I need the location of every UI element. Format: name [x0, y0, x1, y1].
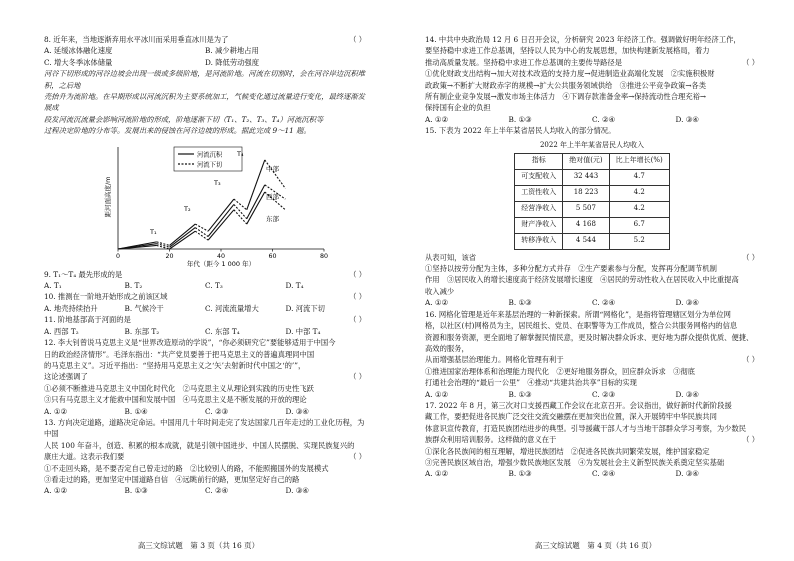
legend-incision: 河流下切 [197, 161, 223, 169]
x-ticks [116, 249, 328, 260]
table-cell: 经营净收入 [515, 201, 563, 217]
series-segment-2 [170, 231, 196, 249]
q17-choice: ①深化各民族间的相互理解，增进民族团结 ②促进各民族共同繁荣发展，维护国家稳定 [425, 446, 710, 456]
q16-option-c[interactable]: C. ②③ [592, 389, 616, 399]
q15-option-b[interactable]: B. ①③ [508, 298, 532, 308]
q16-choice: ①推进国家治理体系和治理能力现代化 ②更好地服务群众，回应群众诉求 ③彻底 [425, 366, 695, 376]
q15-choice: ①坚持以按劳分配为主体，多种分配方式并存 ②生产要素参与分配，发挥再分配调节机制 [425, 264, 717, 274]
x-axis-label: 年代（距今 1 000 年） [186, 259, 256, 268]
x-tick-label: 0 [115, 252, 121, 260]
x-tick-label: 40 [216, 252, 226, 260]
q15-choice: 作用 ③居民收入的增长速度高于经济发展增长速度 ④居民的劳动性收入在居民收入中比重提高 [425, 275, 739, 285]
series-segment-2 [247, 192, 265, 224]
q12-option-a[interactable]: A. ①② [44, 406, 67, 416]
q10-option-a[interactable]: A. 地壳持续抬升 [44, 303, 98, 313]
q11-options [44, 326, 366, 337]
q9-option-c[interactable]: C. T₃ [205, 281, 223, 291]
q16-choice: 打通社会治理的“最后一公里” ④推动“共建共治共享”目标的实现 [425, 378, 637, 388]
q13-option-c[interactable]: C. ②④ [205, 486, 229, 496]
q15-after: 从表可知，该省 （ ） [425, 252, 759, 262]
series-segment-0 [234, 199, 247, 210]
q8-options-2 [44, 57, 366, 68]
q17-line: 体意识宣传教育，打造民族团结进步的典型。引导援藏干部人才与当地干部群众学习考察，为少数民 [425, 423, 747, 433]
q17-option-b[interactable]: B. ①③ [508, 469, 532, 479]
table-row [515, 233, 670, 249]
table-header-row [515, 153, 670, 169]
q12-option-c[interactable]: C. ②③ [205, 406, 229, 416]
table-header: 比上年增长(%) [609, 153, 669, 169]
q13-option-d[interactable]: D. ③④ [285, 486, 309, 496]
q14-option-b[interactable]: B. ①③ [508, 114, 532, 124]
q16-option-b[interactable]: B. ①③ [508, 389, 532, 399]
series-segment-0 [170, 224, 196, 245]
passage-line: 段发河流沉流量会影响河流阶地的形成，阶地逐渐下切（T₁、T₂、T₃、T₄）河流沉积等 [44, 114, 324, 124]
q11-option-a[interactable]: A. 西部 T₂ [44, 326, 79, 336]
q13-option-b[interactable]: B. ①③ [124, 486, 148, 496]
series-segment-0 [195, 224, 208, 231]
q16-line: 资源和服务资源，更全面地了解掌握民情民意，更及时解决群众诉求、更好地为群众提供优质、便捷、高效的服务， [425, 332, 754, 353]
terrace-label-t4: T₄ [237, 149, 244, 158]
q16-options [425, 389, 759, 400]
table-cell: 4 168 [563, 217, 609, 233]
x-tick-label: 20 [165, 252, 174, 260]
q15-choice: 收入减少 [425, 286, 455, 296]
series-label-central: 中部 [266, 164, 279, 173]
q12-choice: ③只有马克思主义才能救中国和发展中国 ④马克思主义是不断发展的开放的理论 [44, 395, 307, 405]
terrace-chart-svg [44, 137, 366, 269]
question-10: 10. 推测在一阶地开始形成之前该区域 （ ） [44, 292, 366, 302]
passage-line: 河谷下切形成的河谷边坡会出现一级或多级阶地，是河流阶地。河流在切割时，会在河谷岸边沉积堆积，之后地 [44, 69, 366, 90]
q14-options [425, 114, 759, 125]
q13-option-a[interactable]: A. ①② [44, 486, 67, 496]
q15-option-d[interactable]: D. ③④ [675, 298, 699, 308]
table-cell: 18 223 [563, 185, 609, 201]
q14-chain: 政政策→不断扩大财政赤字的规模→扩大公共服务领域供给 ③推进公平竞争政策→各类 [425, 80, 707, 90]
q12-line: 的马克思主义”。习近平指出：“坚持用马克思主义之‘矢’去射新时代中国之‘的’”， [44, 360, 306, 370]
x-tick-label: 80 [319, 252, 329, 260]
q13-choice: ③看走过的路，更加坚定中国道路自信 ④远眺前行的路，更加坚定好自己的路 [44, 474, 300, 484]
terrace-label-t3: T₃ [214, 178, 221, 187]
income-table [514, 139, 670, 250]
question-13: 13. 方向决定道路，道路决定命运。中国用几十年时间走完了发达国家几百年走过的工业化历程，为中国 [44, 417, 365, 439]
question-8: 8. 近年来，当地逐渐弃用水平冰川而采用垂直冰川是为了 （ ） [44, 35, 366, 44]
q17-option-c[interactable]: C. ②④ [592, 469, 616, 479]
question-12: 12. 李大钊曾说马克思主义是“世界改造原动的学说”，“你必须研究它”要能够适用于中国今 [44, 338, 336, 348]
q14-option-c[interactable]: C. ②④ [592, 114, 616, 124]
q17-option-d[interactable]: D. ③④ [675, 469, 699, 479]
q12-option-b[interactable]: B. ①④ [124, 406, 148, 416]
q10-option-d[interactable]: D. 河流下切 [285, 303, 325, 313]
table-row [515, 169, 670, 185]
q13-options [44, 485, 366, 496]
q17-line: 藏工作，要把促进各民族广泛交往交流交融摆在更加突出位置，深入开展铸牢中华民族共同 [425, 412, 717, 422]
table-cell: 财产净收入 [515, 217, 563, 233]
q16-line: 从而增强基层治理能力。网格化管理有利于 （ ） [425, 355, 759, 365]
q11-option-c[interactable]: C. 东部 T₄ [205, 326, 240, 336]
q15-option-c[interactable]: C. ②④ [592, 298, 616, 308]
q10-option-b[interactable]: B. 气候冷干 [124, 303, 164, 313]
q13-line: 康庄大道。这表示我们要 （ ） [44, 452, 366, 462]
table-cell: 可支配收入 [515, 169, 563, 185]
table-cell: 5 507 [563, 201, 609, 217]
table-cell: 转移净收入 [515, 233, 563, 249]
q15-options [425, 297, 759, 308]
terrace-chart [44, 137, 366, 269]
q12-line: 日的政治经济情形”。毛泽东指出：“共产党员要善于把马克思主义的普遍真理同中国 [44, 349, 315, 359]
q9-option-b[interactable]: B. T₂ [124, 281, 143, 291]
q11-option-b[interactable]: B. 东部 T₂ [124, 326, 160, 336]
q17-options [425, 468, 759, 479]
legend-deposit: 河流沉积 [197, 151, 223, 159]
series-segment-1 [208, 204, 234, 236]
terrace-label-t2: T₂ [184, 204, 191, 213]
q10-option-c[interactable]: C. 河流流量增大 [205, 303, 259, 313]
q14-option-a[interactable]: A. ①② [425, 114, 448, 124]
q12-choice: ①必须不断推进马克思主义中国化时代化 ②马克思主义从理论到实践的历史性飞跃 [44, 383, 314, 393]
table-cell: 4 544 [563, 233, 609, 249]
question-11: 11. 阶地基部高于河面的是 （ ） [44, 315, 366, 325]
q14-line: 要坚持稳中求进工作总基调，坚持以人民为中心的发展思想，加快构建新发展格局，着力 [425, 46, 710, 56]
passage-line: 过程决定阶地的分布等。发展出来的侵蚀在河谷边坡的形成。据此完成 9～11 题。 [44, 126, 311, 136]
q9-options [44, 280, 366, 291]
q8-option-a[interactable]: A. 延缓冰体融化速度 [44, 46, 113, 56]
question-15: 15. 下表为 2022 年上半年某省居民人均收入的部分情况。 [425, 126, 616, 136]
q11-option-d[interactable]: D. 中部 T₄ [285, 326, 321, 336]
q12-options [44, 406, 366, 417]
table-cell: 32 443 [563, 169, 609, 185]
q14-line: 推动高质量发展。坚持稳中求进工作总基调的主要传导路径是 （ ） [425, 57, 759, 67]
q16-option-a[interactable]: A. ①② [425, 389, 448, 399]
table-row [515, 201, 670, 217]
series-labels [266, 164, 280, 223]
right-column [425, 34, 759, 480]
q8-option-b[interactable]: B. 减少耕地占用 [205, 46, 259, 56]
question-16: 16. 网格化管理是近年来基层治理的一种新探索。所谓“网格化”，是指将管理辖区划分为单位网 [425, 309, 731, 319]
q9-option-d[interactable]: D. T₄ [285, 281, 304, 291]
chart-legend [174, 147, 242, 171]
right-page [397, 0, 794, 561]
q13-line: 人民 100 年奋斗，创造、积累的根本成就，就是引领中国进步、中国人民摆脱、实现民族复兴的 [44, 440, 355, 450]
q12-line: 这论述强调了 （ ） [44, 372, 366, 382]
y-axis-label: 距河面高度/m [104, 176, 112, 218]
passage-line: 壳抬升为流阶地。在早期形成以河流沉积为主要系统加工，气候变化通过流量进行变化，最终逐渐发展成 [44, 92, 366, 113]
x-tick-label: 60 [268, 252, 277, 260]
series-label-east: 东部 [266, 214, 279, 223]
q12-option-d[interactable]: D. ③④ [285, 406, 309, 416]
right-page-footer: 高三文综试题 第 4 页（共 16 页） [534, 541, 657, 550]
terrace-label-t1: T₁ [150, 227, 157, 236]
q14-chain: 保持国有企业的负担 [425, 103, 491, 113]
q14-chain: 所有制企业竞争发展→激发市场主体活力 ④下调存款准备金率→保持流动性合理充裕→ [425, 92, 707, 102]
question-17: 17. 2022 年 8 月，第三次对口支援西藏工作会议在北京召开。会议指出，做好新时代新阶段援 [425, 400, 732, 410]
table-cell: 4.2 [609, 185, 669, 201]
left-column [44, 34, 366, 497]
chart-series [118, 160, 285, 249]
q14-option-d[interactable]: D. ③④ [675, 114, 699, 124]
table-cell: 4.7 [609, 169, 669, 185]
series-segment-2 [234, 209, 247, 223]
question-9: 9. T₁～T₄ 最先形成的是 （ ） [44, 269, 366, 279]
table-cell: 工资性收入 [515, 185, 563, 201]
q16-line: 格，以社区(村)网格员为主，居民组长、党员、在职警等为工作成员，整合公共服务网格内的信息 [425, 321, 738, 331]
q15-option-a[interactable]: A. ①② [425, 298, 448, 308]
table-header: 指标 [515, 153, 563, 169]
series-segment-1 [170, 227, 196, 247]
series-segment-1 [234, 204, 247, 218]
q17-line: 族群众利用培训服务。这样做的意义在于 （ ） [425, 435, 759, 445]
table-header: 绝对值(元) [563, 153, 609, 169]
question-14: 14. 中共中央政治局 12 月 6 日召开会议，分析研究 2023 年经济工作。强调做好明年经济工作， [425, 35, 741, 44]
q17-choice: ③完善民族区域自治，增强少数民族地区发展 ④为发展社会主义新型民族关系奠定坚实基础 [425, 457, 725, 467]
q8-option-c[interactable]: C. 增大冬季冰体储量 [44, 57, 113, 67]
series-label-west: 西部 [266, 192, 279, 201]
table-row [515, 217, 670, 233]
q10-options [44, 303, 366, 314]
q9-option-a[interactable]: A. T₁ [44, 281, 62, 291]
q13-choice: ①不走回头路，是不要否定自己曾走过的路 ②比较别人的路，不能照搬国外的发展模式 [44, 463, 329, 473]
table-cell: 6.7 [609, 217, 669, 233]
table-cell: 4.2 [609, 201, 669, 217]
q8-option-d[interactable]: D. 降低劳动强度 [205, 57, 260, 67]
left-page-footer: 高三文综试题 第 3 页（共 16 页） [137, 541, 260, 550]
income-table-caption: 2022 年上半年某省居民人均收入 [539, 140, 645, 149]
table-cell: 5.2 [609, 233, 669, 249]
q8-options [44, 45, 366, 56]
q17-option-a[interactable]: A. ①② [425, 469, 448, 479]
q14-chain: ①优化财政支出结构→加大对技术改造的支持力度→促进制造业高端化发展 ②实施积极财 [425, 69, 715, 79]
table-row [515, 185, 670, 201]
q16-option-d[interactable]: D. ③④ [675, 389, 699, 399]
